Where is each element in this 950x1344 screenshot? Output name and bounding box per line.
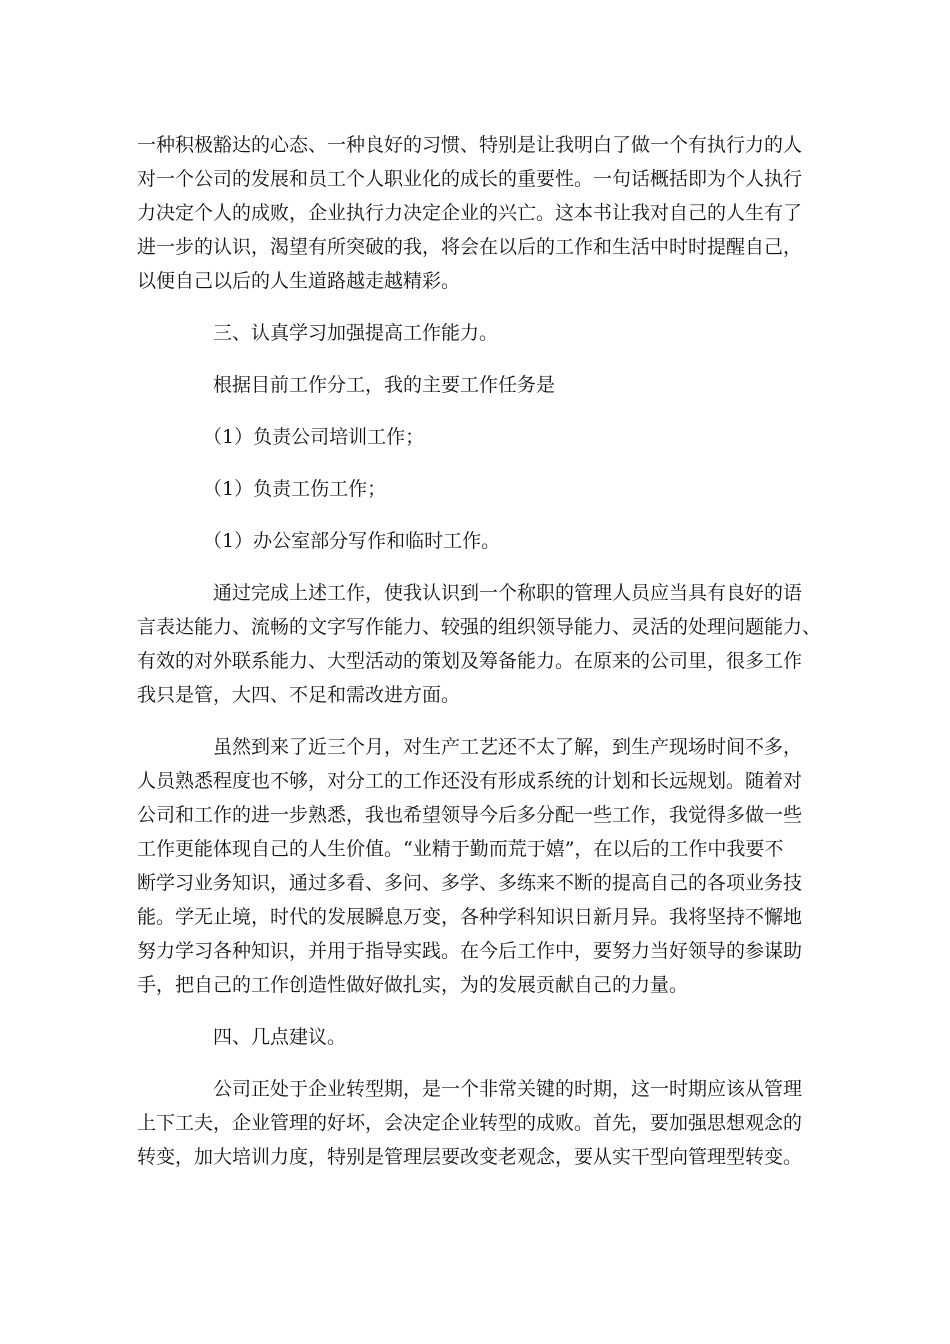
text-line: 努力学习各种知识，并用于指导实践。在今后工作中，要努力当好领导的参谋助: [137, 940, 803, 962]
heading-line: 四、几点建议。: [213, 1026, 347, 1048]
text-line: 虽然到来了近三个月，对生产工艺还不太了解，到生产现场时间不多，: [213, 736, 803, 758]
text-line: 上下工夫，企业管理的好坏，会决定企业转型的成败。首先，要加强思想观念的: [137, 1112, 803, 1134]
text-line: 根据目前工作分工，我的主要工作任务是: [213, 374, 556, 396]
paragraph-shortcomings: [137, 730, 817, 1002]
text-line: 公司和工作的进一步熟悉，我也希望领导今后多分配一些工作，我觉得多做一些: [137, 804, 803, 826]
list-item-text: （1）负责工伤工作；: [203, 478, 387, 500]
paragraph-task-intro: [137, 368, 817, 402]
paragraph-continuation: [137, 128, 817, 298]
text-line: 能。学无止境，时代的发展瞬息万变，各种学科知识日新月异。我将坚持不懈地: [137, 906, 803, 928]
paragraph-suggestions: [137, 1072, 817, 1174]
text-line: 以便自己以后的人生道路越走越精彩。: [137, 270, 461, 292]
text-line: 进一步的认识，渴望有所突破的我，将会在以后的工作和生活中时时提醒自己，: [137, 236, 803, 258]
list-item: [137, 420, 817, 454]
text-line: 工作更能体现自己的人生价值。“业精于勤而荒于嬉”，在以后的工作中我要不: [137, 838, 784, 860]
text-line: 对一个公司的发展和员工个人职业化的成长的重要性。一句话概括即为个人执行: [137, 168, 803, 190]
text-line: 手，把自己的工作创造性做好做扎实，为的发展贡献自己的力量。: [137, 974, 689, 996]
text-line: 言表达能力、流畅的文字写作能力、较强的组织领导能力、灵活的处理问题能力、: [137, 616, 822, 638]
text-line: 一种积极豁达的心态、一种良好的习惯、特别是让我明白了做一个有执行力的人: [137, 134, 803, 156]
section-heading-four: [137, 1020, 817, 1054]
text-line: 断学习业务知识，通过多看、多问、多学、多练来不断的提高自己的各项业务技: [137, 872, 803, 894]
text-line: 我只是管，大四、不足和需改进方面。: [137, 684, 461, 706]
section-heading-three: [137, 316, 817, 350]
text-line: 人员熟悉程度也不够，对分工的工作还没有形成系统的计划和长远规划。随着对: [137, 770, 803, 792]
text-line: 有效的对外联系能力、大型活动的策划及筹备能力。在原来的公司里，很多工作: [137, 650, 803, 672]
text-line: 转变，加大培训力度，特别是管理层要改变老观念，要从实干型向管理型转变。: [137, 1146, 803, 1168]
list-item: [137, 472, 817, 506]
document-body: [137, 128, 822, 1174]
list-item-text: （1）办公室部分写作和临时工作。: [203, 530, 501, 552]
text-line: 力决定个人的成败，企业执行力决定企业的兴亡。这本书让我对自己的人生有了: [137, 202, 803, 224]
list-item-text: （1）负责公司培训工作；: [203, 426, 425, 448]
list-item: [137, 524, 817, 558]
text-line: 公司正处于企业转型期，是一个非常关键的时期，这一时期应该从管理: [213, 1078, 803, 1100]
heading-line: 三、认真学习加强提高工作能力。: [213, 322, 499, 344]
text-line: 通过完成上述工作，使我认识到一个称职的管理人员应当具有良好的语: [213, 582, 803, 604]
paragraph-work-insight: [137, 576, 822, 712]
